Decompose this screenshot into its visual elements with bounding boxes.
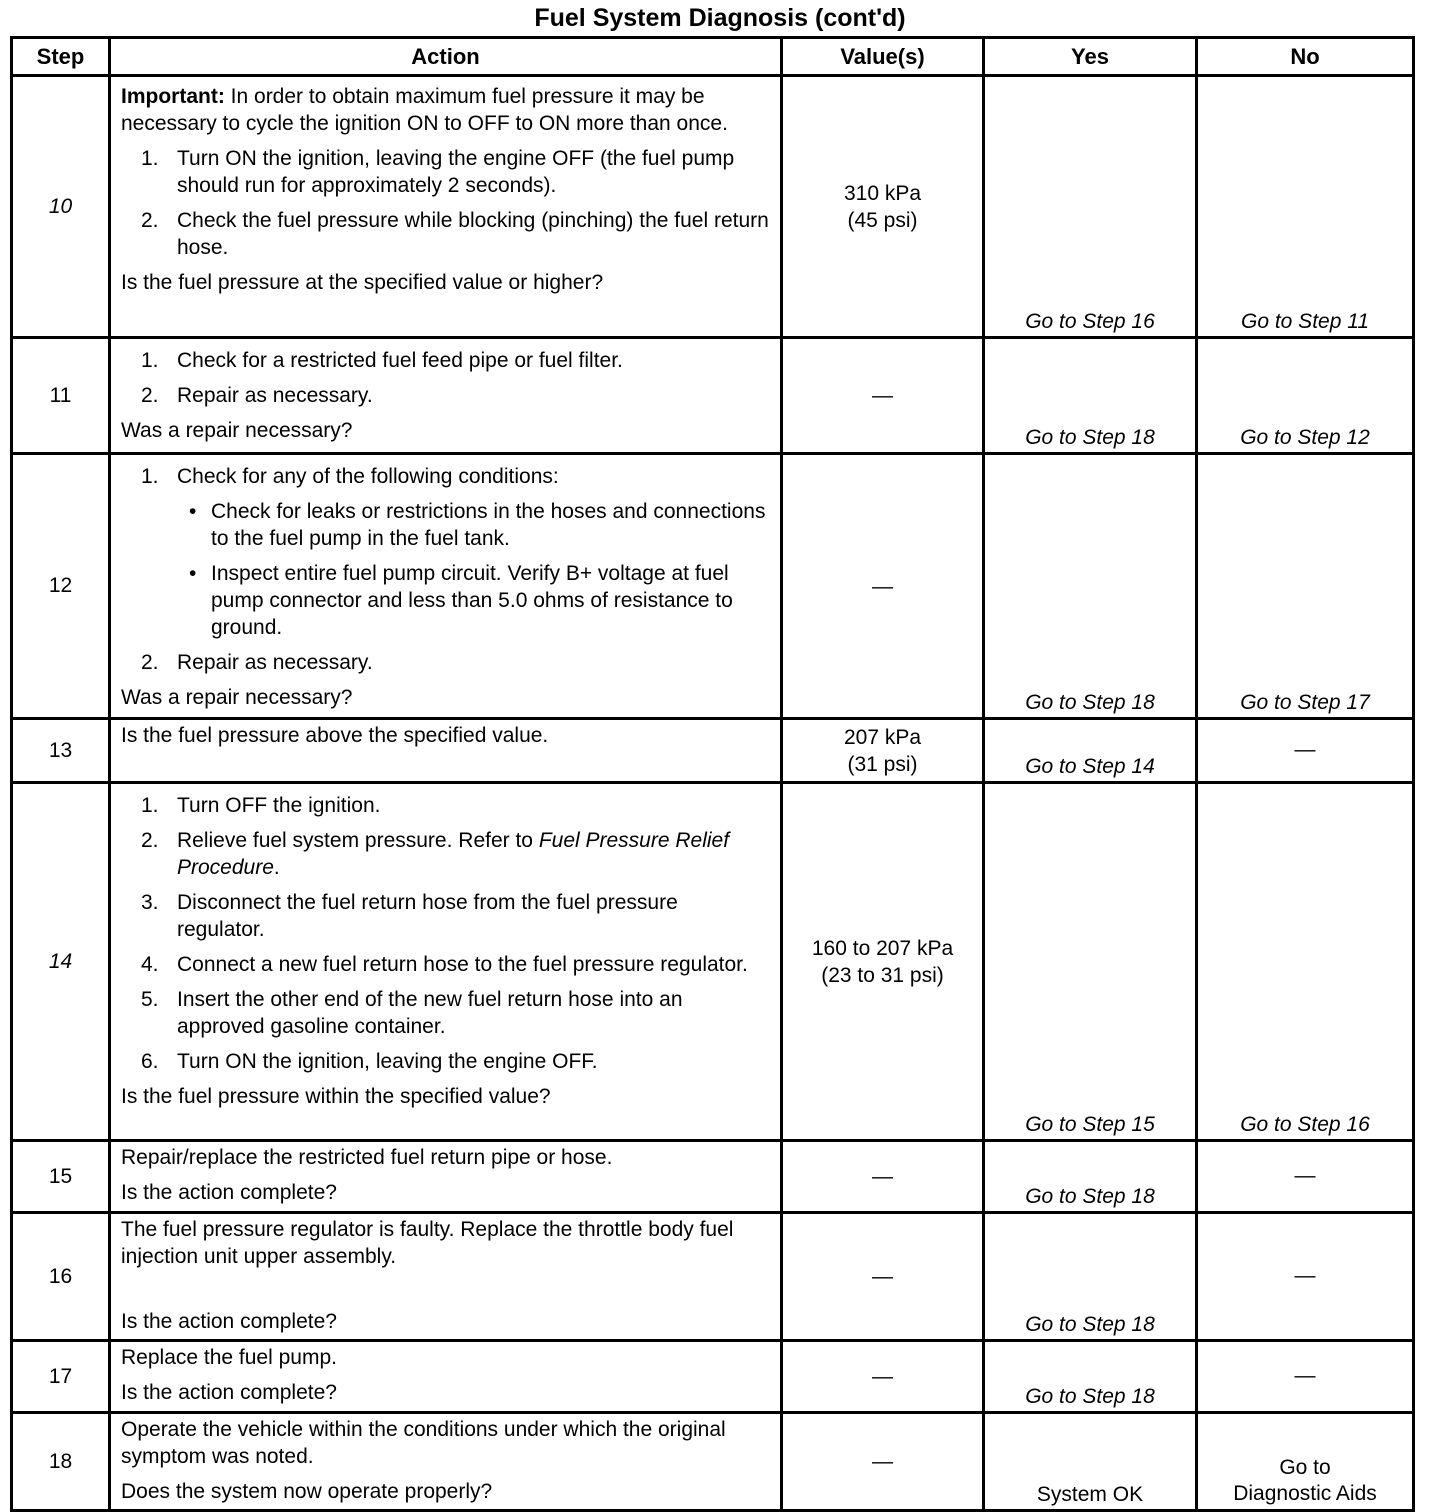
value-cell: — <box>782 1341 984 1413</box>
action-cell: Repair/replace the restricted fuel return pipe or hose. Is the action complete? <box>110 1141 782 1213</box>
no-value: — <box>1197 719 1414 783</box>
list-item: 5. Insert the other end of the new fuel return hose into an approved gasoline container. <box>141 988 683 1038</box>
header-action: Action <box>110 38 782 76</box>
no-link[interactable]: Go to Step 11 <box>1197 76 1414 338</box>
yes-result: System OK <box>984 1413 1197 1511</box>
value-cell: — <box>782 338 984 454</box>
table-row-step-18 <box>12 1413 1414 1511</box>
question: Is the action complete? <box>121 1181 337 1204</box>
action-cell <box>110 76 782 338</box>
yes-link[interactable]: Go to Step 15 <box>984 783 1197 1141</box>
important-note <box>121 83 770 137</box>
table-row-step-12 <box>12 454 1414 719</box>
important-text: In order to obtain maximum fuel pressure it may be necessary to cycle the ignition ON to OFF to ON more than once. <box>121 85 728 135</box>
important-label: Important: <box>121 85 225 108</box>
no-link[interactable]: Go to Diagnostic Aids <box>1197 1413 1414 1511</box>
question: Is the action complete? <box>121 1381 337 1404</box>
action-cell: The fuel pressure regulator is faulty. Replace the throttle body fuel injection unit upper assembly. Is the action complete? <box>110 1213 782 1341</box>
step-number: 11 <box>12 338 110 454</box>
question: Does the system now operate properly? <box>121 1480 493 1503</box>
action-cell: Replace the fuel pump. Is the action complete? <box>110 1341 782 1413</box>
question: Was a repair necessary? <box>121 419 353 442</box>
no-value: — <box>1197 1141 1414 1213</box>
header-no: No <box>1197 38 1414 76</box>
diagnosis-table <box>10 36 1415 1512</box>
header-step: Step <box>12 38 110 76</box>
question: Is the action complete? <box>121 1310 337 1333</box>
value-cell: — <box>782 1213 984 1341</box>
question: Is the fuel pressure within the specified value? <box>121 1085 551 1108</box>
value-cell: 207 kPa (31 psi) <box>782 719 984 783</box>
step-number: 18 <box>12 1413 110 1511</box>
table-row-step-14 <box>12 783 1414 1141</box>
list-item: 2. Repair as necessary. <box>141 651 373 674</box>
procedure-reference[interactable]: Fuel Pressure Relief Procedure <box>177 829 730 879</box>
list-item: 4. Connect a new fuel return hose to the fuel pressure regulator. <box>141 953 748 976</box>
list-item: 1. Turn ON the ignition, leaving the engine OFF (the fuel pump should run for approximately 2 seconds). <box>141 147 735 197</box>
question: Was a repair necessary? <box>121 686 353 709</box>
table-row-step-10 <box>12 76 1414 338</box>
question: Is the fuel pressure above the specified value. <box>121 724 549 747</box>
value-cell: 310 kPa (45 psi) <box>782 76 984 338</box>
no-link[interactable]: Go to Step 17 <box>1197 454 1414 719</box>
action-cell <box>110 719 782 783</box>
yes-link[interactable]: Go to Step 18 <box>984 338 1197 454</box>
yes-link[interactable]: Go to Step 18 <box>984 1141 1197 1213</box>
step-number: 17 <box>12 1341 110 1413</box>
action-cell <box>110 783 782 1141</box>
header-values: Value(s) <box>782 38 984 76</box>
step-number: 13 <box>12 719 110 783</box>
table-row-step-11 <box>12 338 1414 454</box>
table-row-step-13 <box>12 719 1414 783</box>
step-number: 16 <box>12 1213 110 1341</box>
yes-link[interactable]: Go to Step 14 <box>984 719 1197 783</box>
list-item: 1. Check for any of the following conditions: <box>141 465 559 488</box>
value-cell: — <box>782 1141 984 1213</box>
list-item: 2. Repair as necessary. <box>141 384 373 407</box>
yes-link[interactable]: Go to Step 16 <box>984 76 1197 338</box>
action-cell <box>110 454 782 719</box>
table-row-step-17 <box>12 1341 1414 1413</box>
no-value: — <box>1197 1213 1414 1341</box>
header-row <box>12 38 1414 76</box>
list-item: 2. Relieve fuel system pressure. Refer to Fuel Pressure Relief Procedure. <box>141 829 730 879</box>
list-item: 2. Check the fuel pressure while blocking (pinching) the fuel return hose. <box>141 209 769 259</box>
table-row-step-15 <box>12 1141 1414 1213</box>
step-number: 12 <box>12 454 110 719</box>
yes-link[interactable]: Go to Step 18 <box>984 1213 1197 1341</box>
action-cell: Operate the vehicle within the conditions under which the original symptom was noted. Does the system now operate properly? <box>110 1413 782 1511</box>
question: Is the fuel pressure at the specified value or higher? <box>121 271 604 294</box>
step-number: 10 <box>12 76 110 338</box>
table-row-step-16 <box>12 1213 1414 1341</box>
step-number: 15 <box>12 1141 110 1213</box>
no-link[interactable]: Go to Step 12 <box>1197 338 1414 454</box>
yes-link[interactable]: Go to Step 18 <box>984 1341 1197 1413</box>
bullet-item: • Check for leaks or restrictions in the hoses and connections to the fuel pump in the fuel tank. <box>189 500 766 550</box>
list-item: 3. Disconnect the fuel return hose from the fuel pressure regulator. <box>141 891 678 941</box>
value-cell: — <box>782 1413 984 1511</box>
list-item: 6. Turn ON the ignition, leaving the engine OFF. <box>141 1050 598 1073</box>
step-number: 14 <box>12 783 110 1141</box>
header-yes: Yes <box>984 38 1197 76</box>
value-cell: 160 to 207 kPa (23 to 31 psi) <box>782 783 984 1141</box>
value-cell: — <box>782 454 984 719</box>
list-item: 1. Check for a restricted fuel feed pipe or fuel filter. <box>141 349 623 372</box>
no-link[interactable]: Go to Step 16 <box>1197 783 1414 1141</box>
bullet-item: • Inspect entire fuel pump circuit. Verify B+ voltage at fuel pump connector and less than 5.0 ohms of resistance to ground. <box>189 562 733 639</box>
document-title: Fuel System Diagnosis (cont'd) <box>534 4 906 32</box>
yes-link[interactable]: Go to Step 18 <box>984 454 1197 719</box>
action-cell <box>110 338 782 454</box>
no-value: — <box>1197 1341 1414 1413</box>
list-item: 1. Turn OFF the ignition. <box>141 794 381 817</box>
